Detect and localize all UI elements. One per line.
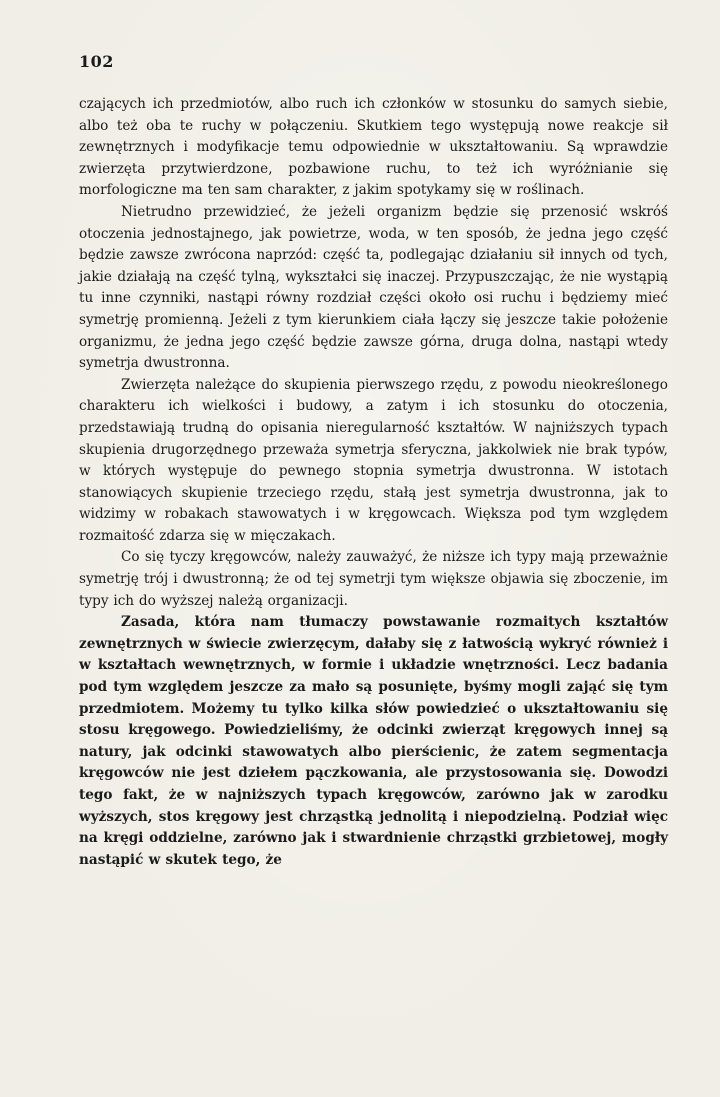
body-text [79, 94, 668, 871]
paragraph-5: Zasada, która nam tłumaczy powstawanie rozmaitych kształtów zewnętrznych w świecie zwierzęcym, dałaby się z łatwością wykryć również i w kształtach wewnętrznych, w formie i układzie wnętrzności. Lecz badania pod tym względem jeszcze za mało są posunięte, byśmy mogli zająć się tym przedmiotem. Możemy tu tylko kilka słów powiedzieć o ukształtowaniu się stosu kręgowego. Powiedzieliśmy, że odcinki zwierząt kręgowych innej są natury, jak odcinki stawowatych albo pierścienic, że zatem segmentacja kręgowców nie jest dziełem pączkowania, ale przystosowania się. Dowodzi tego fakt, że w najniższych typach kręgowców, zarówno jak w zarodku wyższych, stos kręgowy jest chrząstką jednolitą i niepodzielną. Podział więc na kręgi oddzielne, zarówno jak i stwardnienie chrząstki grzbietowej, mogły nastąpić w skutek tego, że [79, 614, 668, 868]
paragraph-1: czających ich przedmiotów, albo ruch ich członków w stosunku do samych siebie, albo też oba te ruchy w połączeniu. Skutkiem tego występują nowe reakcje sił zewnętrznych i modyfikacje temu odpowiednie w ukształtowaniu. Są wprawdzie zwierzęta przytwierdzone, pozbawione ruchu, to też ich wyróżnianie się morfologiczne ma ten sam charakter, z jakim spotykamy się w roślinach. [79, 96, 668, 199]
paragraph-4: Co się tyczy kręgowców, należy zauważyć, że niższe ich typy mają przeważnie symetrję trój i dwustronną; że od tej symetrji tym większe objawia się zboczenie, im typy ich do wyższej należą organizacji. [79, 549, 668, 609]
page-number: 102 [79, 52, 114, 71]
paragraph-3: Zwierzęta należące do skupienia pierwszego rzędu, z powodu nieokreślonego charakteru ich wielkości i budowy, a zatym i ich stosunku do otoczenia, przedstawiają trudną do opisania nieregularność kształtów. W najniższych typach skupienia drugorzędnego przeważa symetrja sferyczna, jakkolwiek nie brak typów, w których występuje do pewnego stopnia symetrja dwustronna. W istotach stanowiących skupienie trzeciego rzędu, stałą jest symetrja dwustronna, jak to widzimy w robakach stawowatych i w kręgowcach. Większa pod tym względem rozmaitość zdarza się w mięczakach. [79, 376, 668, 544]
paragraph-2: Nietrudno przewidzieć, że jeżeli organizm będzie się przenosić wskróś otoczenia jednostajnego, jak powietrze, woda, w ten sposób, że jedna jego część będzie zawsze zwrócona naprzód: część ta, podlegając działaniu sił innych od tych, jakie działają na część tylną, wykształci się inaczej. Przypuszczając, że nie wystąpią tu inne czynniki, nastąpi równy rozdział części około osi ruchu i będziemy mieć symetrję promienną. Jeżeli z tym kierunkiem ciała łączy się jeszcze takie położenie organizmu, że jedna jego część będzie zawsze górna, druga dolna, nastąpi wtedy symetrja dwustronna. [79, 203, 668, 372]
